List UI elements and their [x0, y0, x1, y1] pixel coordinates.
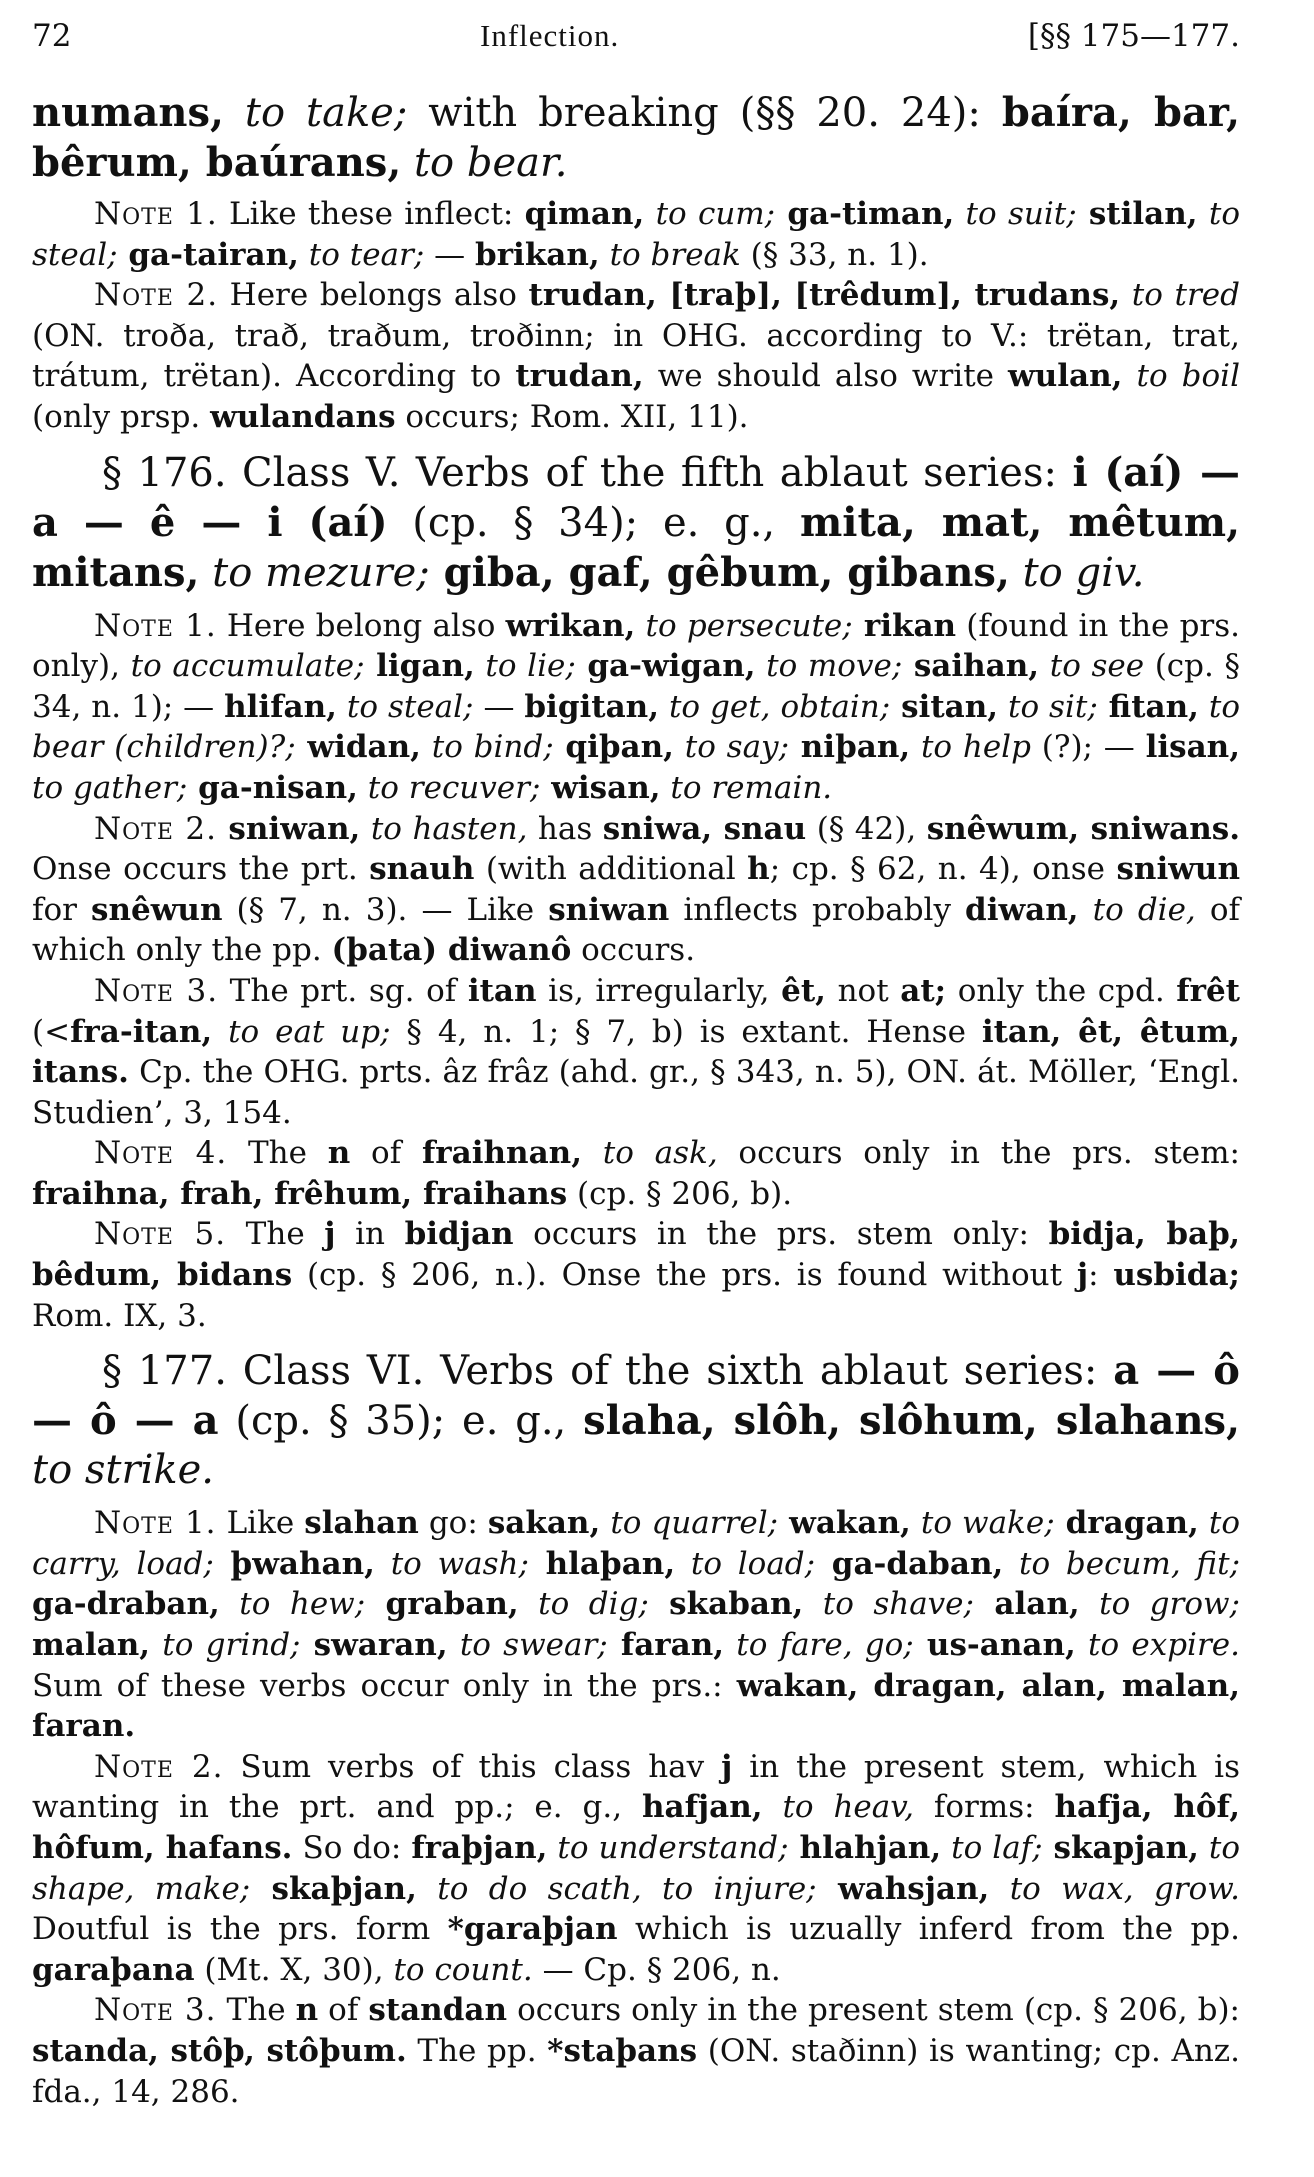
gloss: to get, obtain;: [659, 688, 891, 725]
word: sniwun: [1116, 851, 1240, 888]
text: occurs in the prs. stem only:: [513, 1216, 1049, 1253]
text: only the cpd.: [946, 972, 1177, 1009]
text: —: [424, 236, 476, 273]
word: standan: [368, 1992, 508, 2029]
text: The: [226, 1216, 325, 1253]
gloss: to bear.: [401, 140, 568, 186]
text: The: [227, 1135, 328, 1172]
note-label: Note 1.: [94, 196, 218, 232]
gloss: to steal;: [32, 196, 1240, 273]
word: snêwum, sniwans.: [926, 810, 1240, 847]
word: sniwan: [548, 891, 670, 928]
text: (only prsp.: [32, 398, 211, 435]
word: itan, êt, êtum, itans.: [32, 1013, 1240, 1091]
text: (cp. § 34, n. 1); —: [32, 648, 1240, 725]
word: ga-wigan,: [575, 648, 756, 685]
gloss: to do scath, to injure;: [416, 1870, 817, 1907]
gloss: to accumulate;: [130, 648, 365, 685]
gloss: to strike.: [32, 1447, 215, 1494]
word: bidja, baþ, bêdum, bidans: [32, 1216, 1241, 1294]
word: êt,: [781, 972, 826, 1009]
word: niþan,: [789, 729, 911, 766]
word: j: [324, 1216, 336, 1253]
gloss: to hew;: [219, 1586, 366, 1623]
word: graban,: [365, 1586, 519, 1623]
word: wakan, dragan, alan, malan, faran.: [32, 1667, 1240, 1745]
text: we should also write: [643, 358, 1009, 395]
word: trudan, [traþ], [trêdum], trudans,: [528, 277, 1121, 314]
word: snauh: [369, 851, 475, 888]
word: slaha, slôh, slôhum, slahans,: [583, 1397, 1240, 1445]
word: snêwun: [91, 891, 223, 928]
note-label: Note 3.: [94, 972, 219, 1009]
text: (§ 33, n. 1).: [740, 236, 929, 273]
running-header: [32, 18, 1240, 62]
word: skapjan,: [1042, 1830, 1199, 1866]
word: baíra, bar, bêrum, baúrans,: [32, 89, 1240, 186]
word: hafja, hôf, hôfum, hafans.: [32, 1789, 1241, 1866]
text: of which only the pp.: [32, 891, 1240, 969]
text: (§ 7, n. 3). — Like: [222, 891, 549, 928]
note-label: Note 2.: [94, 277, 219, 314]
text: —: [473, 688, 525, 725]
gloss: to bind;: [420, 729, 554, 766]
word: skaþjan,: [250, 1870, 417, 1907]
word: ga-daban,: [815, 1545, 1004, 1582]
gloss: to help: [910, 729, 1031, 766]
word: itan: [467, 972, 537, 1009]
text: The: [216, 1992, 296, 2029]
note-label: Note 2.: [94, 1748, 224, 1785]
gloss: to laf;: [941, 1830, 1043, 1866]
word: lisan,: [1145, 729, 1241, 766]
section-177-note-1: [32, 1503, 1240, 1747]
word: brikan,: [475, 236, 600, 273]
word: garaþana: [32, 1951, 195, 1988]
note-label: Note 5.: [94, 1216, 227, 1253]
word: ga-tairan,: [117, 236, 299, 273]
word: wisan,: [540, 769, 661, 806]
word: mita, mat, mêtum, mitans,: [32, 498, 1240, 596]
word: i (aí) — a — ê — i (aí): [32, 448, 1240, 546]
gloss: to lie;: [474, 648, 576, 685]
section-range: [§§ 175—177.: [1027, 18, 1240, 54]
word: swaran,: [300, 1627, 448, 1664]
text: (cp. § 34); e. g.,: [387, 499, 800, 546]
word: qiþan,: [553, 729, 674, 766]
text: The pp.: [406, 2032, 548, 2069]
word: j: [721, 1748, 733, 1785]
word: numans,: [32, 89, 224, 136]
page-number: 72: [32, 18, 72, 54]
gloss: to fare, go;: [724, 1627, 914, 1664]
text: (cp. § 35); e. g.,: [218, 1398, 584, 1445]
text: (?); —: [1030, 729, 1146, 766]
word: *garaþjan: [447, 1911, 618, 1948]
word: faran,: [607, 1627, 725, 1664]
gloss: to mezure;: [199, 549, 430, 596]
word: frêt: [1176, 972, 1240, 1009]
text: The prt. sg. of: [218, 972, 468, 1009]
text: forms:: [913, 1789, 1055, 1826]
word: alan,: [973, 1586, 1080, 1623]
word: bigitan,: [524, 688, 660, 725]
text: which is uzually inferd from the pp.: [617, 1911, 1241, 1948]
text: — Cp. § 206, n.: [532, 1951, 781, 1988]
note-label: Note 1.: [94, 607, 217, 644]
gloss: to wash;: [374, 1545, 529, 1582]
section-176: [32, 448, 1240, 598]
word: h: [747, 851, 770, 888]
note-label: Note 2.: [94, 810, 217, 847]
word: bidjan: [404, 1216, 514, 1253]
text: (ON. staðinn) is wanting; cp. Anz. fda., 14, 286.: [32, 2032, 1240, 2110]
text: ; cp. § 62, n. 4), onse: [769, 851, 1117, 888]
text: (§ 42),: [806, 810, 927, 847]
word: dragan,: [1054, 1505, 1199, 1542]
word: wulandans: [210, 398, 396, 435]
gloss: to shape, make;: [32, 1830, 1241, 1907]
gloss: to tear;: [298, 236, 425, 273]
word: saihan,: [902, 648, 1040, 685]
text: Sum verbs of this class hav: [223, 1748, 722, 1785]
gloss: to count.: [393, 1951, 533, 1988]
gloss: to see: [1039, 648, 1145, 685]
word: rikan: [852, 607, 957, 644]
word: malan,: [32, 1627, 151, 1664]
gloss: to quarrel;: [600, 1505, 779, 1542]
text: occurs only in the present stem (cp. § 206, b):: [507, 1992, 1240, 2029]
gloss: to persecute;: [635, 607, 853, 644]
text: Like: [216, 1505, 305, 1542]
text: of: [318, 1992, 369, 2029]
text: with breaking (§§ 20. 24):: [407, 90, 1002, 136]
word: a — ô — ô — a: [32, 1347, 1240, 1445]
section-176-note-2: [32, 809, 1240, 971]
word: ga-timan,: [775, 196, 955, 232]
gloss: to expire.: [1075, 1627, 1240, 1664]
word: fraihnan,: [421, 1135, 582, 1172]
text: Like these inflect:: [217, 196, 525, 232]
word: wahsjan,: [816, 1870, 990, 1907]
text: inflects probably: [669, 891, 966, 928]
text: § 4, n. 1; § 7, b) is extant. Hense: [390, 1013, 982, 1050]
gloss: to sit;: [998, 688, 1098, 725]
text: (cp. § 206, b).: [567, 1175, 793, 1212]
section-177-note-3: [32, 1990, 1240, 2112]
book-page: [32, 18, 1240, 2112]
section-heading: § 176. Class V. Verbs of the fifth ablaut series:: [102, 449, 1073, 496]
word: hlahjan,: [788, 1830, 942, 1866]
section-177-note-2: [32, 1747, 1240, 1991]
note-label: Note 4.: [94, 1135, 228, 1172]
section-176-note-4: [32, 1133, 1240, 1214]
text: :: [1088, 1257, 1114, 1294]
gloss: to giv.: [1009, 549, 1145, 596]
gloss: to say;: [673, 729, 790, 766]
gloss: to becum, fit;: [1003, 1545, 1241, 1582]
text: (with additional: [474, 851, 748, 888]
text: Cp. the OHG. prts. âz frâz (ahd. gr., § 343, n. 5), ON. át. Möller, ‘Engl. Studien’, 3, 154.: [32, 1054, 1240, 1131]
gloss: to hasten,: [360, 810, 528, 847]
text: occurs.: [571, 932, 696, 969]
gloss: to eat up;: [212, 1013, 391, 1050]
word: (þata) diwanô: [331, 932, 572, 969]
text: is, irregularly,: [536, 972, 782, 1009]
text: go:: [418, 1505, 488, 1542]
section-175-note-2: [32, 275, 1240, 437]
text: Here belongs also: [218, 277, 529, 314]
word: ga-nisan,: [187, 769, 358, 806]
text: (found in the prs. only),: [32, 607, 1241, 685]
note-label: Note 3.: [94, 1992, 217, 2029]
word: ligan,: [364, 648, 475, 685]
text: in: [335, 1216, 405, 1253]
text: in the present stem, which is wanting in the prt. and pp.; e. g.,: [32, 1748, 1240, 1826]
word: giba, gaf, gêbum, gibans,: [429, 548, 1010, 596]
gloss: to remain.: [660, 769, 833, 806]
text: Rom. IX, 3.: [32, 1297, 207, 1334]
gloss: to bear (children)?;: [32, 688, 1240, 766]
text: has: [527, 810, 603, 847]
gloss: to heav,: [762, 1789, 914, 1826]
word: trudan,: [515, 358, 644, 395]
gloss: to recuver;: [357, 769, 541, 806]
section-176-note-1: [32, 606, 1240, 809]
text: So do:: [292, 1830, 412, 1866]
word: *staþans: [547, 2032, 698, 2069]
gloss: to move;: [755, 648, 903, 685]
word: wulan,: [1008, 358, 1123, 395]
word: stilan,: [1076, 196, 1198, 232]
word: fraihna, frah, frêhum, fraihans: [32, 1175, 568, 1212]
text: (cp. § 206, n.). Onse the prs. is found without: [292, 1257, 1077, 1294]
word: n: [327, 1135, 351, 1172]
text: Sum of these verbs occur only in the prs.:: [32, 1667, 737, 1704]
text: occurs only in the prs. stem:: [717, 1135, 1240, 1172]
gloss: to shave;: [803, 1586, 974, 1623]
word: n: [295, 1992, 319, 2029]
gloss: to die,: [1078, 891, 1196, 928]
word: fitan,: [1097, 688, 1199, 725]
gloss: to cum;: [644, 196, 776, 232]
word: diwan,: [965, 891, 1079, 928]
text: for: [32, 891, 92, 928]
gloss: to ask,: [582, 1135, 718, 1172]
section-175-note-1: [32, 194, 1240, 275]
gloss: to tred: [1120, 277, 1240, 314]
text: occurs; Rom. XII, 11).: [395, 398, 749, 435]
gloss: to wax, grow.: [989, 1870, 1240, 1907]
note-label: Note 1.: [94, 1505, 217, 1542]
gloss: to suit;: [954, 196, 1077, 232]
text: (<: [32, 1013, 71, 1050]
chapter-title: Inflection.: [480, 18, 620, 53]
word: hafjan,: [641, 1789, 763, 1826]
gloss: to boil: [1122, 358, 1241, 395]
section-176-note-5: [32, 1214, 1240, 1336]
gloss: to understand;: [547, 1830, 789, 1866]
word: sakan,: [487, 1505, 601, 1542]
word: hlaþan,: [528, 1545, 676, 1582]
gloss: to carry, load;: [32, 1505, 1241, 1582]
word: ga-draban,: [32, 1586, 220, 1623]
gloss: to swear;: [447, 1627, 608, 1664]
word: wakan,: [778, 1505, 911, 1542]
word: j: [1076, 1257, 1089, 1294]
word: usbida;: [1113, 1257, 1240, 1294]
text: Doutful is the prs. form: [32, 1911, 448, 1948]
text: (Mt. X, 30),: [194, 1951, 394, 1988]
gloss: to wake;: [910, 1505, 1055, 1542]
gloss: to grind;: [150, 1627, 301, 1664]
word: sniwa, snau: [602, 810, 807, 847]
gloss: to grow;: [1079, 1586, 1240, 1623]
word: fra-itan,: [70, 1013, 213, 1050]
gloss: to take;: [223, 90, 408, 136]
text: Onse occurs the prt.: [32, 851, 370, 888]
word: slahan: [304, 1505, 419, 1542]
word: qiman,: [524, 196, 645, 232]
section-177: [32, 1346, 1240, 1495]
gloss: to load;: [675, 1545, 816, 1582]
text: not: [825, 972, 901, 1009]
section-175-end: [32, 88, 1240, 188]
word: wrikan,: [505, 607, 636, 644]
word: þwahan,: [213, 1545, 375, 1582]
word: at;: [900, 972, 947, 1009]
gloss: to dig;: [518, 1586, 649, 1623]
text: of: [350, 1135, 422, 1172]
text: (ON. troða, trað, traðum, troðinn; in OHG. according to V.: trëtan, trat, trátum, trëtan). According to: [32, 317, 1240, 395]
gloss: to steal;: [336, 688, 474, 725]
word: fraþjan,: [411, 1830, 548, 1866]
gloss: to gather;: [32, 769, 188, 806]
section-heading: § 177. Class VI. Verbs of the sixth ablaut series:: [102, 1348, 1114, 1395]
word: sitan,: [890, 688, 999, 725]
text: Here belong also: [216, 607, 506, 644]
word: skaban,: [648, 1586, 804, 1623]
word: sniwan,: [216, 810, 361, 847]
section-176-note-3: [32, 971, 1240, 1133]
word: us-anan,: [913, 1627, 1076, 1664]
gloss: to break: [599, 236, 741, 273]
word: standa, stôþ, stôþum.: [32, 2032, 407, 2069]
word: hlifan,: [224, 688, 337, 725]
word: widan,: [295, 729, 421, 766]
